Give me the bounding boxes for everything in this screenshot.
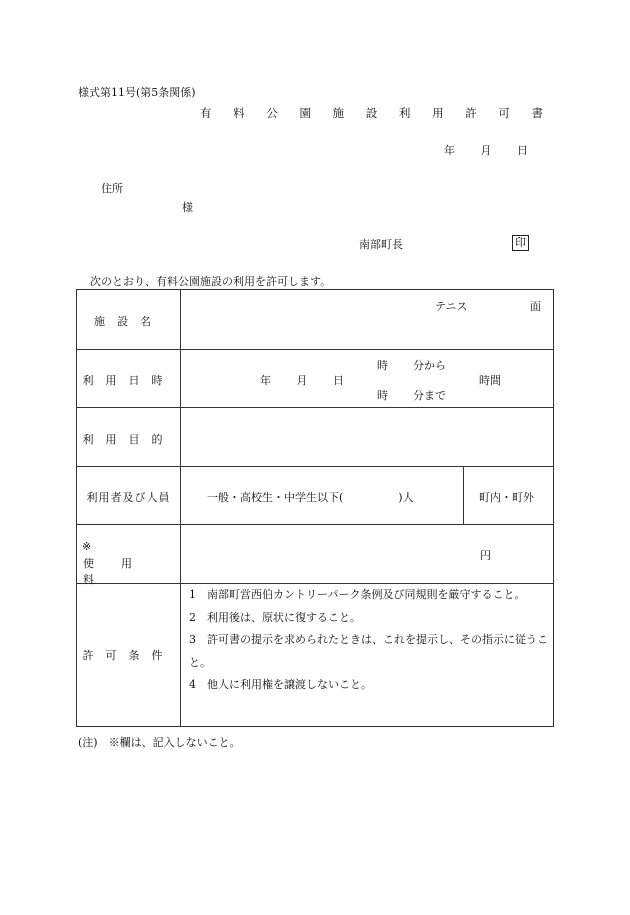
condition-item: 4 他人に利用権を譲渡しないこと。 bbox=[189, 678, 372, 691]
row-divider bbox=[77, 466, 553, 467]
users-area: 町内・町外 bbox=[479, 491, 534, 504]
users-value: 一般・高校生・中学生以下( )人 bbox=[207, 491, 414, 504]
conditions-list bbox=[189, 584, 549, 697]
honorific: 様 bbox=[182, 201, 193, 214]
datetime-to-min: 分まで bbox=[413, 389, 446, 402]
datetime-date: 年 月 日 bbox=[260, 374, 344, 387]
form-number: 様式第11号(第5条関係) bbox=[78, 86, 196, 99]
datetime-from-min: 分から bbox=[413, 359, 446, 372]
row-divider bbox=[77, 349, 553, 350]
issue-date: 年 月 日 bbox=[444, 144, 528, 157]
row-divider bbox=[77, 524, 553, 525]
facility-label: 施設名 bbox=[94, 315, 163, 328]
facility-unit: 面 bbox=[530, 300, 541, 313]
conditions-label: 許可条件 bbox=[82, 649, 175, 662]
condition-item: 3 許可書の提示を求められたときは、これを提示し、その指示に従うこと。 bbox=[189, 633, 548, 669]
row-divider bbox=[77, 407, 553, 408]
seal-box: 印 bbox=[512, 235, 529, 251]
fee-unit: 円 bbox=[480, 549, 491, 562]
intro-text: 次のとおり、有料公園施設の利用を許可します。 bbox=[90, 275, 332, 288]
datetime-from-hour: 時 bbox=[377, 359, 388, 372]
address-label: 住所 bbox=[101, 182, 123, 195]
column-divider bbox=[463, 466, 464, 524]
datetime-label: 利用日時 bbox=[82, 374, 175, 387]
issuer-name: 南部町長 bbox=[359, 238, 403, 251]
fee-label: 使用料 bbox=[83, 557, 159, 586]
footnote: (注) ※欄は、記入しないこと。 bbox=[78, 736, 241, 749]
permit-table bbox=[76, 289, 554, 727]
column-divider bbox=[180, 290, 181, 726]
condition-item: 1 南部町営西伯カントリーパーク条例及び同規則を厳守すること。 bbox=[189, 588, 526, 601]
fee-mark: ※ bbox=[82, 540, 92, 553]
users-label: 利用者及び人員 bbox=[86, 491, 171, 504]
condition-item: 2 利用後は、原状に復すること。 bbox=[189, 610, 361, 624]
purpose-label: 利用目的 bbox=[82, 433, 175, 446]
datetime-to-hour: 時 bbox=[377, 389, 388, 402]
document-title: 有 料 公 園 施 設 利 用 許 可 書 bbox=[200, 106, 553, 120]
datetime-hours: 時間 bbox=[479, 374, 501, 387]
facility-value: テニス bbox=[435, 300, 468, 313]
